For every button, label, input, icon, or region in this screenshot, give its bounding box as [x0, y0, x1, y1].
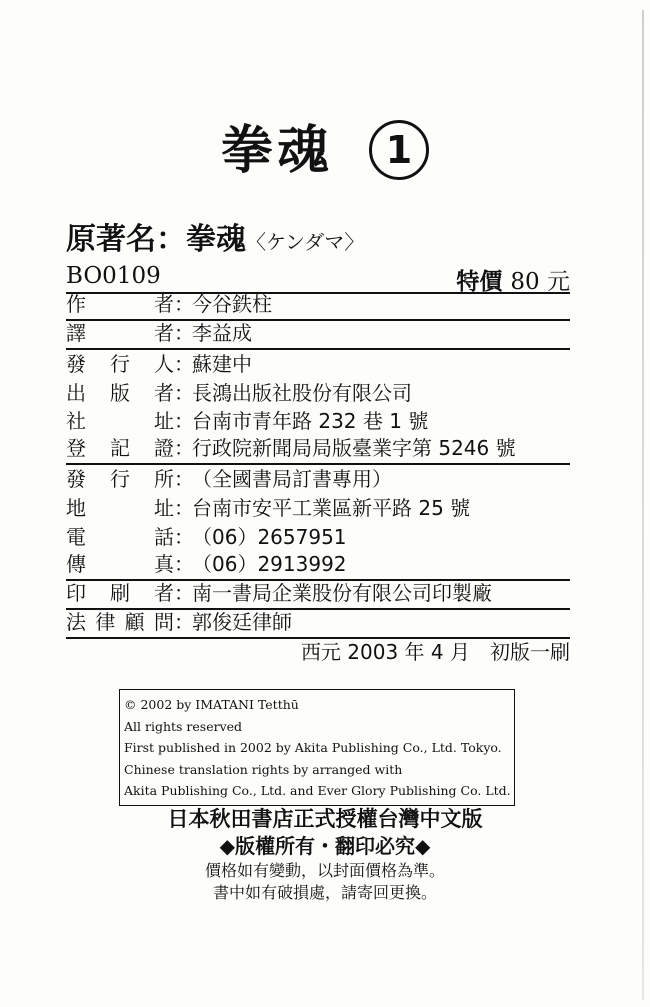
credit-row: 法 律 顧 問 ： 郭俊廷律師: [66, 610, 570, 639]
credit-label-char: 真: [154, 551, 174, 576]
credit-value: （06）2913992: [192, 551, 347, 576]
book-title: [0, 108, 650, 184]
credit-row: 社 址 ： 台南市青年路 232 巷 1 號: [66, 408, 570, 437]
credit-label-char: 登: [66, 436, 86, 461]
credit-label-char: 刷: [110, 580, 130, 605]
credit-label-char: 址: [154, 496, 174, 521]
credit-label-char: 者: [154, 380, 174, 405]
credit-label-char: 所: [154, 467, 174, 492]
credit-row: 作 者 ： 今谷鉄柱: [66, 292, 570, 321]
credit-row: 譯 者 ： 李益成: [66, 321, 570, 350]
credit-row: 地 址 ： 台南市安平工業區新平路 25 號: [66, 494, 570, 523]
credit-value: 郭俊廷律師: [192, 609, 292, 634]
credit-label-char: 顧: [124, 609, 145, 634]
credit-label: [66, 521, 174, 550]
authorization-statement: 日本秋田書店正式授權台灣中文版: [167, 807, 483, 831]
credit-label-char: 問: [153, 609, 174, 634]
price-change-note: 價格如有變動，以封面價格為準。: [204, 861, 445, 880]
credit-label: [66, 317, 174, 346]
credit-value: 長鴻出版社股份有限公司: [192, 380, 412, 405]
credit-label-char: 證: [154, 436, 174, 461]
book-code: BO0109: [66, 263, 161, 289]
credit-label-char: 社: [66, 409, 86, 434]
credit-value: 行政院新聞局局版臺業字第 5246 號: [192, 436, 516, 461]
credit-label-char: 者: [154, 291, 174, 316]
copyright-line: © 2002 by IMATANI Tetthū: [124, 697, 299, 712]
credit-row: 發 行 所 ： （全國書局訂書專用）: [66, 465, 570, 494]
credit-row: 傳 真 ： （06）2913992: [66, 552, 570, 581]
credit-label: [66, 348, 174, 377]
credit-row: 印 刷 者 ： 南一書局企業股份有限公司印製廠: [66, 581, 570, 610]
credit-row: 電 話 ： （06）2657951: [66, 523, 570, 552]
copyright-line: All rights reserved: [124, 718, 243, 734]
credit-label-char: 出: [66, 380, 86, 405]
original-title: [66, 214, 364, 258]
credit-label-char: 記: [110, 436, 130, 461]
credit-label-char: 行: [110, 467, 130, 492]
credit-label-char: 址: [154, 409, 174, 434]
credit-row: 發 行 人 ： 蘇建中: [66, 350, 570, 379]
credit-label: [66, 548, 174, 577]
credit-label-char: 律: [95, 609, 116, 634]
credit-value: 台南市青年路 232 巷 1 號: [192, 409, 429, 434]
credit-label: [66, 377, 174, 406]
credit-label-char: 發: [66, 351, 86, 376]
credit-label: [66, 492, 174, 521]
rights-notice: ◆版權所有・翻印必究◆: [219, 834, 431, 858]
original-title-label: 原著名：拳魂: [66, 222, 246, 257]
credit-label-char: 者: [154, 580, 174, 605]
credit-label-char: 行: [110, 351, 130, 376]
credit-label-char: 電: [66, 525, 86, 550]
credit-value: 今谷鉄柱: [192, 291, 272, 316]
credit-value: 台南市安平工業區新平路 25 號: [192, 496, 471, 521]
credit-value: （06）2657951: [192, 525, 347, 550]
copyright-line: First published in 2002 by Akita Publishing Co., Ltd. Tokyo.: [124, 740, 502, 755]
credit-label-char: 傳: [66, 551, 86, 576]
credit-row: 登 記 證 ： 行政院新聞局局版臺業字第 5246 號: [66, 436, 570, 465]
credit-value: 蘇建中: [192, 351, 252, 376]
credit-label: [66, 432, 174, 461]
credit-label: [66, 606, 174, 635]
credit-label: [66, 288, 174, 317]
credit-value: （全國書局訂書專用）: [192, 467, 392, 492]
credit-label-char: 者: [154, 320, 174, 345]
edition-date: 西元 2003 年 4 月 初版一刷: [300, 640, 570, 664]
title-text: 拳魂: [220, 121, 333, 181]
copyright-line: Akita Publishing Co., Ltd. and Ever Glory Publishing Co. Ltd.: [124, 783, 511, 798]
scan-edge-shadow: [642, 10, 644, 1000]
credits-table: [66, 292, 570, 639]
credit-label-char: 印: [66, 580, 86, 605]
credit-label-char: 法: [66, 609, 86, 634]
credit-label-char: 人: [154, 351, 174, 376]
credit-label: [66, 463, 174, 492]
credit-label-char: 話: [154, 525, 174, 550]
credit-row: 出 版 者 ： 長鴻出版社股份有限公司: [66, 379, 570, 408]
credit-value: 李益成: [192, 320, 252, 345]
damage-return-note: 書中如有破損處，請寄回更換。: [212, 883, 437, 902]
credit-label-char: 地: [66, 496, 86, 521]
credit-label: [66, 577, 174, 606]
credit-value: 南一書局企業股份有限公司印製廠: [192, 580, 492, 605]
credit-label-char: 發: [66, 467, 86, 492]
volume-number-badge: 1: [369, 120, 429, 180]
credit-label: [66, 405, 174, 434]
price-label: 特價: [456, 269, 503, 295]
price-value: 80 元: [510, 269, 570, 295]
original-title-reading: 〈ケンダマ〉: [246, 230, 365, 254]
credit-label-char: 版: [110, 380, 130, 405]
copyright-box: [119, 689, 515, 806]
credit-label-char: 譯: [66, 320, 86, 345]
credit-label-char: 作: [66, 291, 86, 316]
copyright-line: Chinese translation rights by arranged with: [124, 761, 403, 777]
